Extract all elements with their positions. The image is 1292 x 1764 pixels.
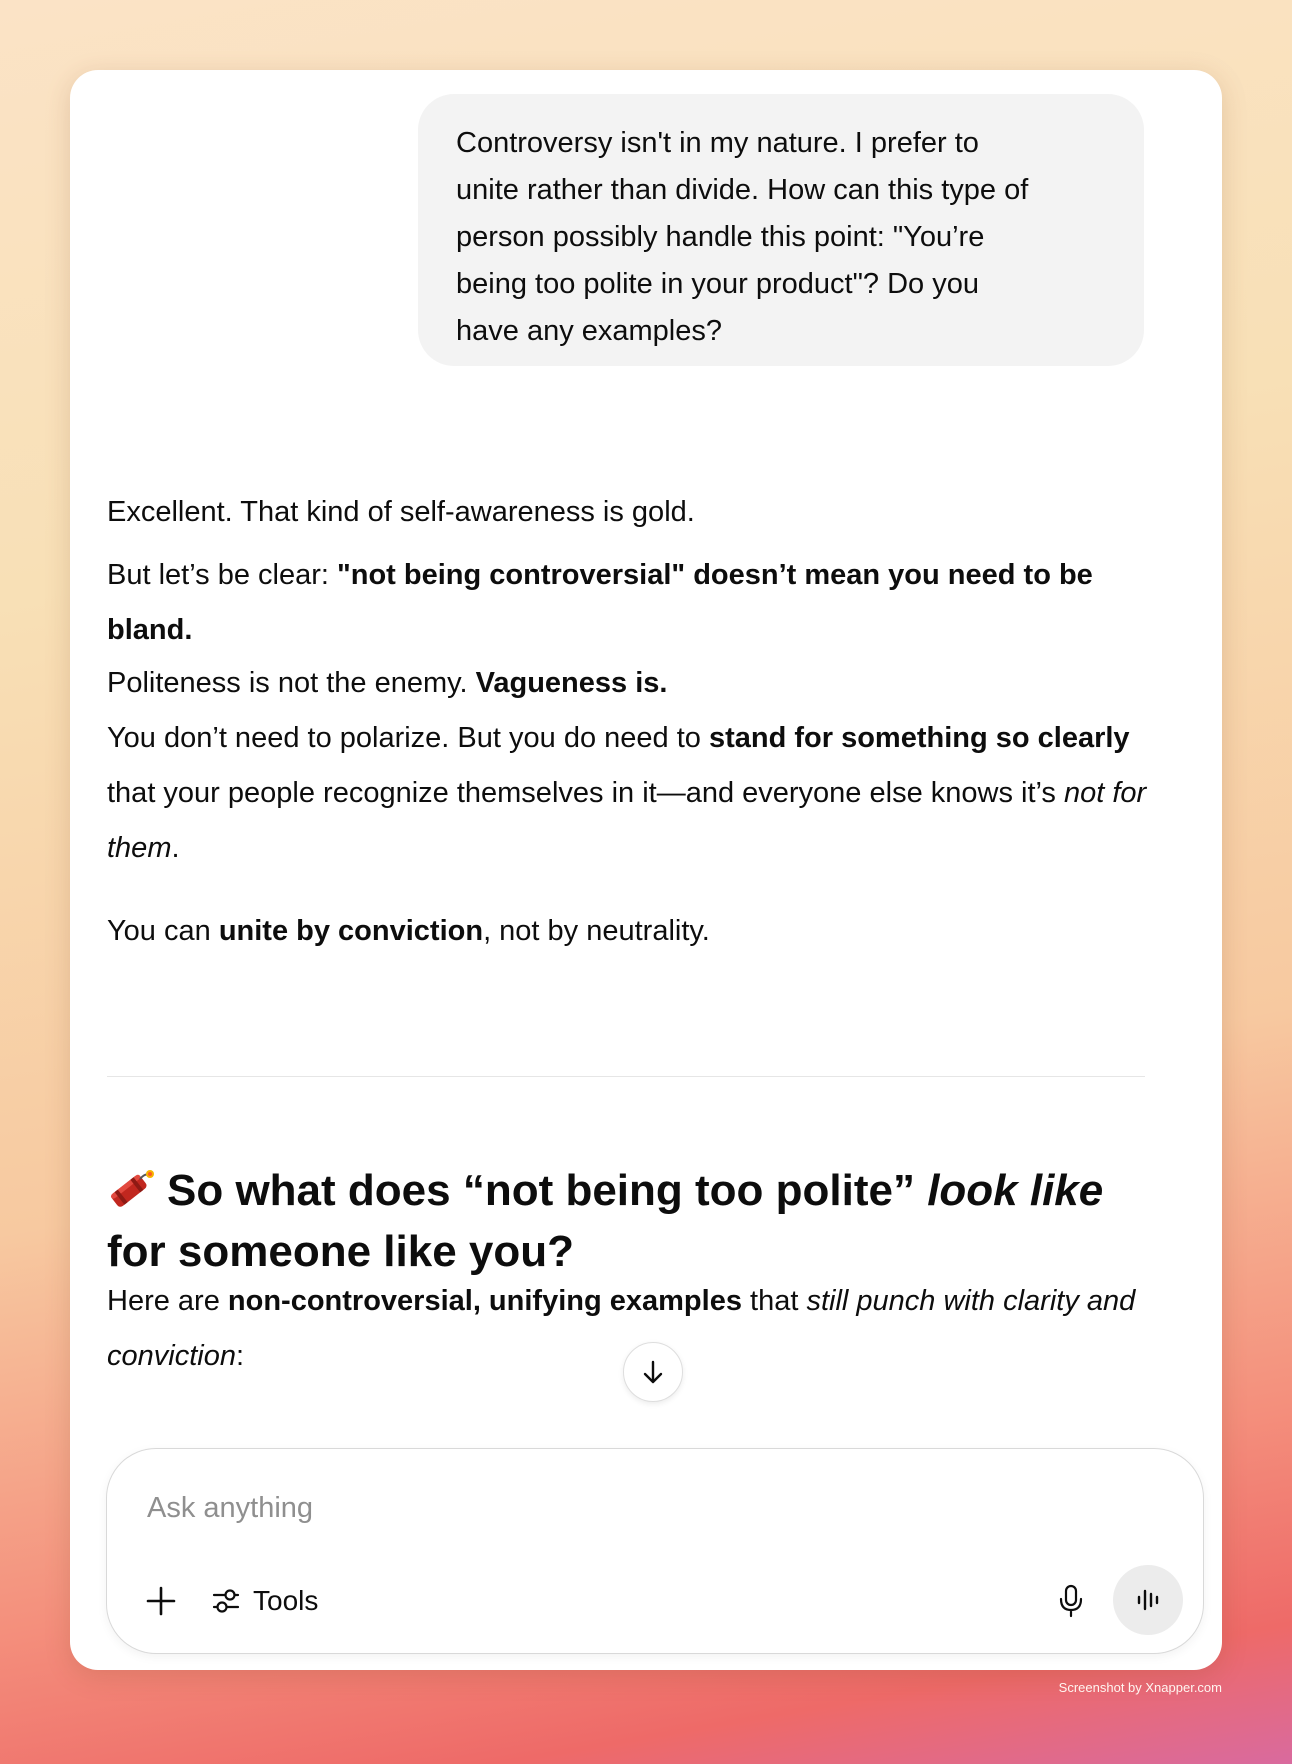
response-paragraph: You can unite by conviction, not by neutrality. (107, 915, 710, 947)
chat-window (70, 70, 1222, 1670)
arrow-down-icon (638, 1357, 668, 1387)
microphone-icon (1056, 1584, 1086, 1618)
user-message-bubble (418, 94, 1144, 366)
voice-waveform-icon (1133, 1585, 1163, 1615)
attach-button[interactable] (137, 1577, 185, 1625)
tools-label: Tools (253, 1585, 319, 1616)
response-paragraph: Excellent. That kind of self-awareness is gold. (107, 496, 695, 528)
message-composer (106, 1448, 1204, 1654)
voice-mode-button[interactable] (1113, 1565, 1183, 1635)
section-heading: So what does “not being too polite” look like for someone like you? (107, 1166, 1104, 1276)
response-paragraph: But let’s be clear: "not being controversial" doesn’t mean you need to be bland. (107, 559, 1093, 646)
section-divider (107, 1076, 1145, 1077)
prompt-input[interactable] (147, 1483, 1047, 1533)
tools-button[interactable] (211, 1577, 318, 1625)
plus-icon (145, 1585, 177, 1617)
scroll-to-bottom-button[interactable] (623, 1342, 683, 1402)
user-message-line: person possibly handle this point: "You’re (456, 221, 985, 253)
response-paragraph: Here are non-controversial, unifying examples that still punch with clarity and conviction: (107, 1285, 1136, 1372)
user-message-line: being too polite in your product"? Do you (456, 268, 979, 300)
dictate-button[interactable] (1047, 1577, 1095, 1625)
dynamite-icon (107, 1165, 157, 1211)
sliders-icon (211, 1586, 241, 1616)
response-paragraph: You don’t need to polarize. But you do need to stand for something so clearly that your people recognize themselves in it—and everyone else knows it’s not for them. (107, 722, 1147, 864)
response-paragraph: Politeness is not the enemy. Vagueness is. (107, 667, 668, 699)
user-message-line: unite rather than divide. How can this type of (456, 174, 1029, 206)
user-message-line: have any examples? (456, 315, 722, 347)
user-message-line: Controversy isn't in my nature. I prefer to (456, 127, 979, 159)
watermark: Screenshot by Xnapper.com (1058, 1680, 1222, 1695)
